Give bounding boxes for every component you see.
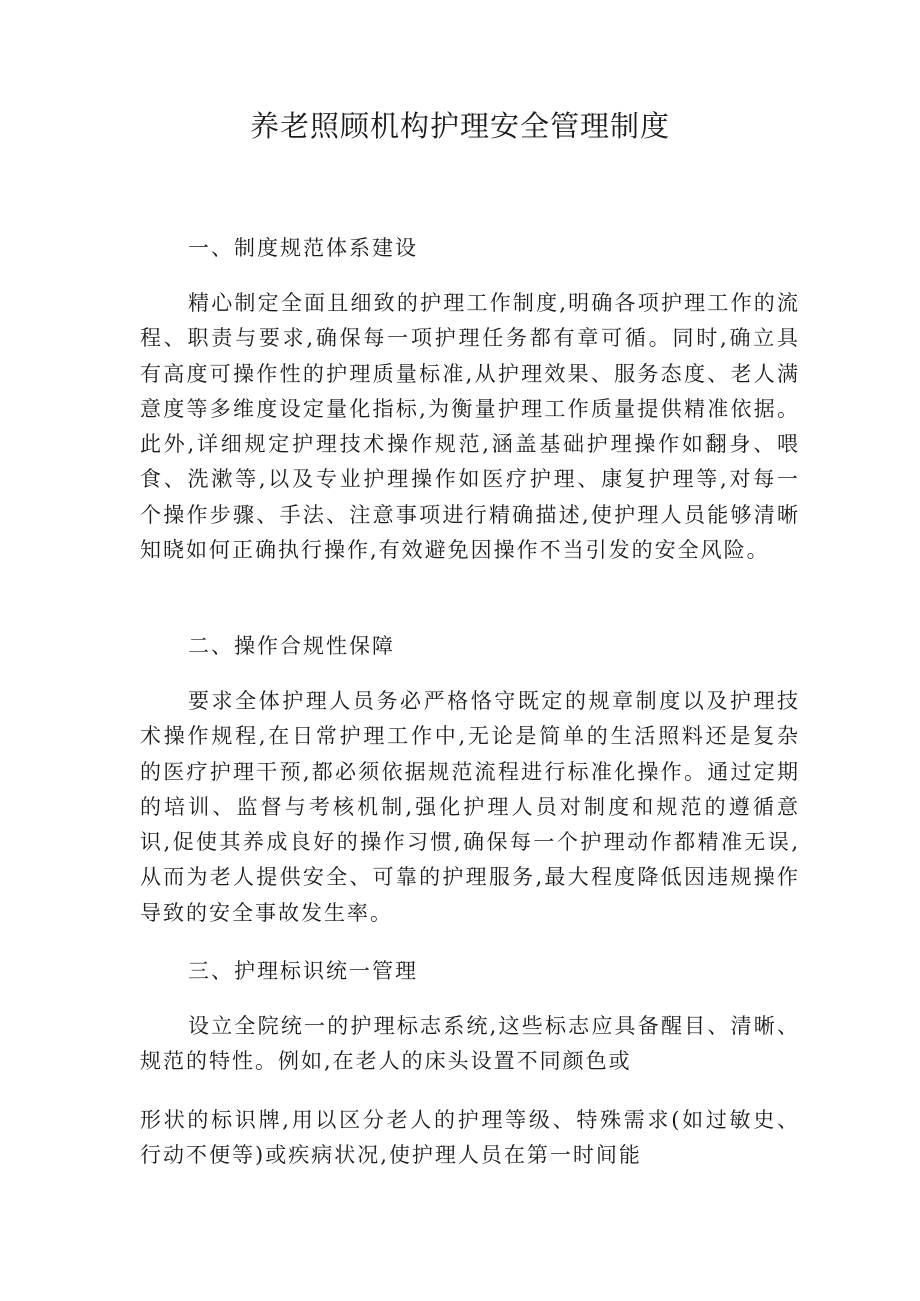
- section-heading-1: 一、制度规范体系建设: [188, 236, 418, 260]
- document-title: 养老照顾机构护理安全管理制度: [249, 109, 670, 143]
- section-heading-3: 三、护理标识统一管理: [188, 959, 418, 983]
- section-paragraph-1: 精心制定全面且细致的护理工作制度,明确各项护理工作的流程、职责与要求,确保每一项护理任务都有章可循。同时,确立具有高度可操作性的护理质量标准,从护理效果、服务态度、老人满意度等多维度设定量化指标,为衡量护理工作质量提供精准依据。此外,详细规定护理技术操作规范,涵盖基础护理操作如翻身、喂食、洗漱等,以及专业护理操作如医疗护理、康复护理等,对每一个操作步骤、手法、注意事项进行精确描述,使护理人员能够清晰知晓如何正确执行操作,有效避免因操作不当引发的安全风险。: [140, 291, 800, 563]
- section-heading-2: 二、操作合规性保障: [188, 634, 395, 658]
- section-paragraph-3-continued: 形状的标识牌,用以区分老人的护理等级、特殊需求(如过敏史、行动不便等)或疾病状况,使护理人员在第一时间能: [140, 1108, 800, 1168]
- section-paragraph-2: 要求全体护理人员务必严格恪守既定的规章制度以及护理技术操作规程,在日常护理工作中,无论是简单的生活照料还是复杂的医疗护理干预,都必须依据规范流程进行标准化操作。通过定期的培训、监督与考核机制,强化护理人员对制度和规范的遵循意识,促使其养成良好的操作习惯,确保每一个护理动作都精准无误,从而为老人提供安全、可靠的护理服务,最大程度降低因违规操作导致的安全事故发生率。: [140, 689, 800, 925]
- section-paragraph-3: 设立全院统一的护理标志系统,这些标志应具备醒目、清晰、规范的特性。例如,在老人的床头设置不同颜色或: [140, 1014, 800, 1074]
